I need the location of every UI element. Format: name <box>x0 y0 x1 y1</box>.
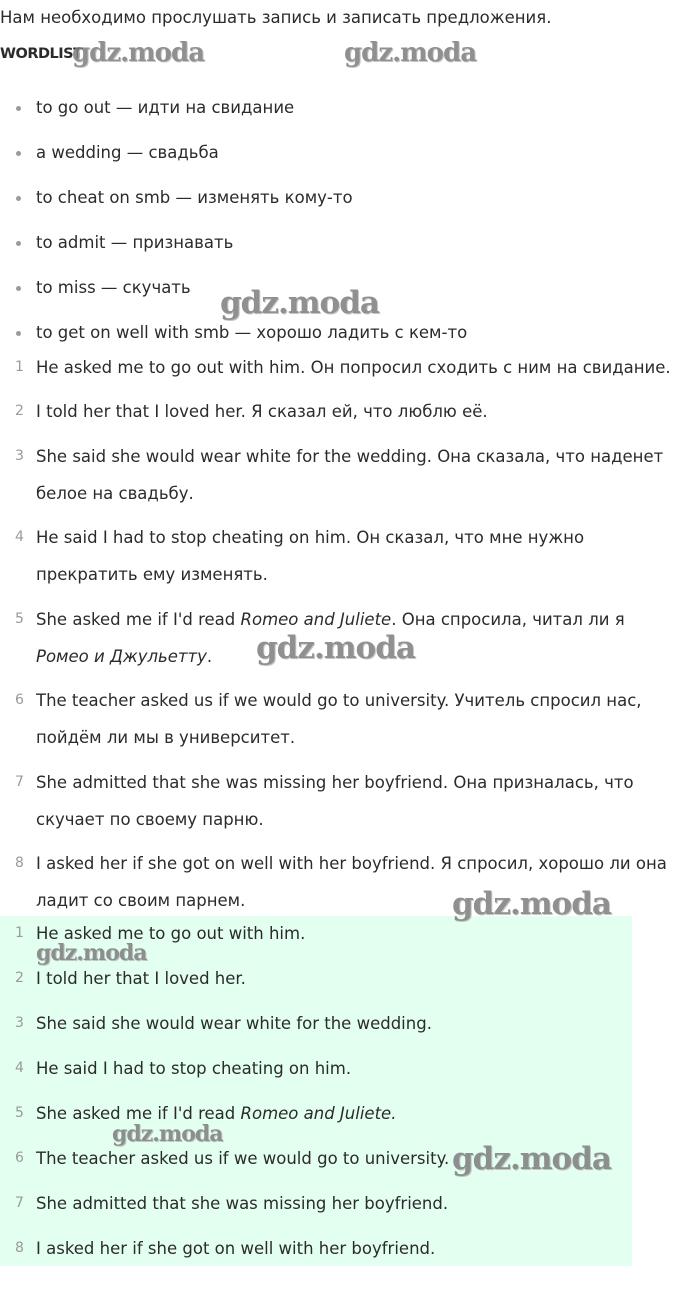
sentence-english: She said she would wear white for the wedding. <box>36 446 432 466</box>
wordlist-item: to get on well with smb — хорошо ладить с кем-то <box>0 310 680 343</box>
answer-item <box>0 1005 632 1050</box>
wordlist-item: to admit — признавать <box>0 220 680 265</box>
translated-sentences <box>0 349 680 927</box>
sentence-item <box>0 438 680 520</box>
book-title-english: Romeo and Juliete <box>240 609 392 629</box>
answer-number: 8 <box>15 1240 24 1256</box>
answer-number: 4 <box>15 1060 24 1076</box>
sentence-russian: Он попросил сходить с ним на свидание. <box>310 357 671 377</box>
answer-book-title: Romeo and Juliete. <box>240 1104 397 1123</box>
sentence-number: 3 <box>15 447 24 464</box>
answer-text: I told her that I loved her. <box>36 969 246 988</box>
answer-text: I asked her if she got on well with her boyfriend. <box>36 1239 436 1258</box>
sentence-russian: Он сказал, что мне нужно прекратить ему изменять. <box>36 528 585 584</box>
watermark: gdz.moda <box>220 285 379 321</box>
sentence-russian-prefix: Она спросила, читал ли я <box>401 609 625 629</box>
sentence-item <box>0 682 680 764</box>
sentence-english: I told her that I loved her. <box>36 402 246 421</box>
wordlist-heading: WORDLIST <box>0 46 83 62</box>
answer-text: The teacher asked us if we would go to university. <box>36 1149 450 1168</box>
watermark: gdz.moda <box>256 630 415 666</box>
wordlist-item: to cheat on smb — изменять кому-то <box>0 175 680 220</box>
sentence-number: 7 <box>15 773 24 790</box>
sentence-number: 5 <box>15 610 24 627</box>
sentence-russian: Она сказала, что наденет белое на свадьбу. <box>36 446 664 503</box>
watermark: gdz.moda <box>452 886 611 922</box>
answer-list <box>0 915 632 1275</box>
watermark: gdz.moda <box>36 940 147 966</box>
wordlist <box>0 85 680 343</box>
answer-item <box>0 1095 632 1140</box>
sentence-russian: Я спросил, хорошо ли она ладит со своим парнем. <box>36 854 667 910</box>
task-instruction: Нам необходимо прослушать запись и записать предложения. <box>0 8 552 27</box>
sentence-english: He said I had to stop cheating on him. <box>36 528 352 547</box>
answer-number: 6 <box>15 1150 24 1166</box>
watermark: gdz.moda <box>452 1141 611 1177</box>
wordlist-item: to go out — идти на свидание <box>0 85 680 130</box>
sentence-russian: Учитель спросил нас, пойдём ли мы в университет. <box>36 691 642 747</box>
book-title-russian: Ромео и Джульетту <box>36 646 207 666</box>
answer-item <box>0 1185 632 1230</box>
sentence-english: The teacher asked us if we would go to university. <box>36 691 450 710</box>
watermark: gdz.moda <box>344 38 477 68</box>
sentence-number: 6 <box>15 692 24 708</box>
answer-item <box>0 1230 632 1275</box>
answer-text: He asked me to go out with him. <box>36 924 306 943</box>
answer-number: 5 <box>15 1105 24 1121</box>
answer-number: 3 <box>15 1015 24 1031</box>
answer-text: She said she would wear white for the wedding. <box>36 1014 432 1033</box>
sentence-number: 2 <box>15 403 24 419</box>
watermark: gdz.moda <box>72 38 205 68</box>
sentence-russian: Я сказал ей, что люблю её. <box>251 402 488 421</box>
sentence-item <box>0 764 680 846</box>
sentence-english: He asked me to go out with him. <box>36 357 306 377</box>
sentence-russian: Она призналась, что скучает по своему парню. <box>36 772 634 829</box>
answer-number: 7 <box>15 1195 24 1211</box>
watermark: gdz.moda <box>112 1121 223 1147</box>
wordlist-item: to miss — скучать <box>0 265 680 310</box>
answer-text: He said I had to stop cheating on him. <box>36 1059 352 1078</box>
sentence-number: 1 <box>15 358 24 375</box>
sentence-english: She admitted that she was missing her boyfriend. <box>36 772 449 792</box>
answer-number: 1 <box>15 925 24 941</box>
sentence-item: 5 She asked me if I'd read Romeo and Juliete. Она спросила, читал ли я Ромео и Джульетту. <box>0 601 680 683</box>
sentence-item <box>0 349 680 394</box>
answer-text: She admitted that she was missing her boyfriend. <box>36 1194 449 1213</box>
sentence-item <box>0 393 680 438</box>
answer-text-prefix: She asked me if I'd read <box>36 1104 236 1123</box>
answer-item <box>0 1140 632 1185</box>
sentence-english-prefix: She asked me if I'd read <box>36 609 236 629</box>
sentence-number: 8 <box>15 855 24 871</box>
answer-item <box>0 915 632 960</box>
answer-item <box>0 1050 632 1095</box>
answer-number: 2 <box>15 970 24 986</box>
sentence-number: 4 <box>15 529 24 545</box>
sentence-item <box>0 519 680 601</box>
answer-item <box>0 960 632 1005</box>
wordlist-item: a wedding — свадьба <box>0 130 680 175</box>
sentence-english: I asked her if she got on well with her boyfriend. <box>36 854 436 873</box>
